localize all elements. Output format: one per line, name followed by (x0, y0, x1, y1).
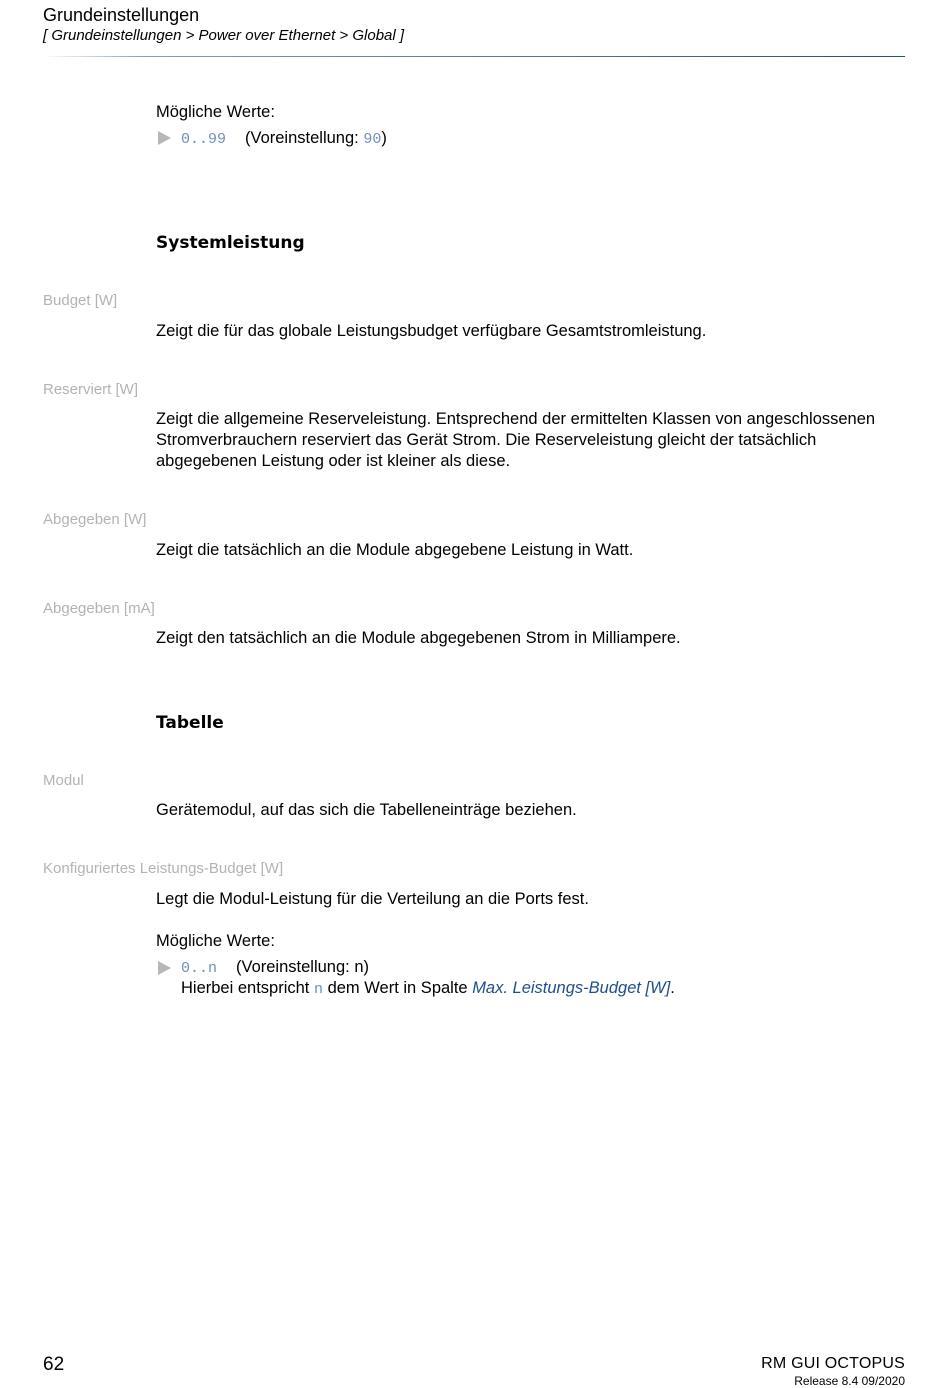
field-label-konfiguriertes-budget: Konfiguriertes Leistungs-Budget [W] (43, 860, 284, 877)
page-number: 62 (43, 1354, 65, 1375)
value-range-row (181, 128, 387, 150)
page-header-title: Grundeinstellungen (43, 5, 200, 25)
value-range-code-budget: 0..n (181, 960, 218, 977)
section-heading-tabelle: Tabelle (156, 713, 224, 733)
breadcrumb: [ Grundeinstellungen > Power over Ethernet > Global ] (43, 27, 405, 44)
default-text-budget: (Voreinstellung: n) (236, 958, 369, 976)
note-middle: dem Wert in Spalte (323, 979, 473, 997)
field-label-abgegeben-w: Abgegeben [W] (43, 511, 147, 528)
value-range-code: 0..99 (181, 131, 227, 148)
field-label-reserviert: Reserviert [W] (43, 381, 139, 398)
field-description-budget: Zeigt die für das globale Leistungsbudget verfügbare Gesamtstromleistung. (156, 322, 707, 340)
field-description-modul: Gerätemodul, auf das sich die Tabelleneinträge beziehen. (156, 801, 577, 819)
possible-values-label-budget: Mögliche Werte: (156, 932, 275, 950)
bullet-arrow-icon (158, 131, 171, 145)
bullet-arrow-icon (158, 961, 171, 975)
section-heading-systemleistung: Systemleistung (156, 233, 305, 253)
document-title: RM GUI OCTOPUS (761, 1355, 905, 1372)
default-prefix: (Voreinstellung: (245, 129, 364, 147)
header-divider (43, 56, 905, 57)
note-prefix: Hierbei entspricht (181, 979, 314, 997)
field-label-budget: Budget [W] (43, 292, 118, 309)
default-suffix: ) (381, 129, 387, 147)
note-row-budget (181, 978, 675, 1000)
field-description-abgegeben-ma: Zeigt den tatsächlich an die Module abgegebenen Strom in Milliampere. (156, 629, 681, 647)
field-description-reserviert: Zeigt die allgemeine Reserveleistung. Entsprechend der ermittelten Klassen von angeschlossenen Stromverbrauchern reserviert das Gerät Strom. Die Reserveleistung gleicht der tatsächlich abgegebenen Leistung oder ist kleiner als diese. (156, 410, 876, 470)
possible-values-label: Mögliche Werte: (156, 103, 275, 121)
column-reference-link[interactable]: Max. Leistungs-Budget [W] (472, 979, 671, 997)
value-range-row-budget (181, 957, 369, 979)
field-label-modul: Modul (43, 772, 84, 789)
field-description-abgegeben-w: Zeigt die tatsächlich an die Module abgegebene Leistung in Watt. (156, 541, 634, 559)
default-value-code: 90 (363, 131, 382, 148)
field-description-konfiguriertes-budget: Legt die Modul-Leistung für die Verteilung an die Ports fest. (156, 890, 589, 908)
release-info: Release 8.4 09/2020 (794, 1374, 905, 1388)
note-suffix: . (670, 979, 675, 997)
note-code: n (313, 981, 323, 998)
field-label-abgegeben-ma: Abgegeben [mA] (43, 600, 155, 617)
